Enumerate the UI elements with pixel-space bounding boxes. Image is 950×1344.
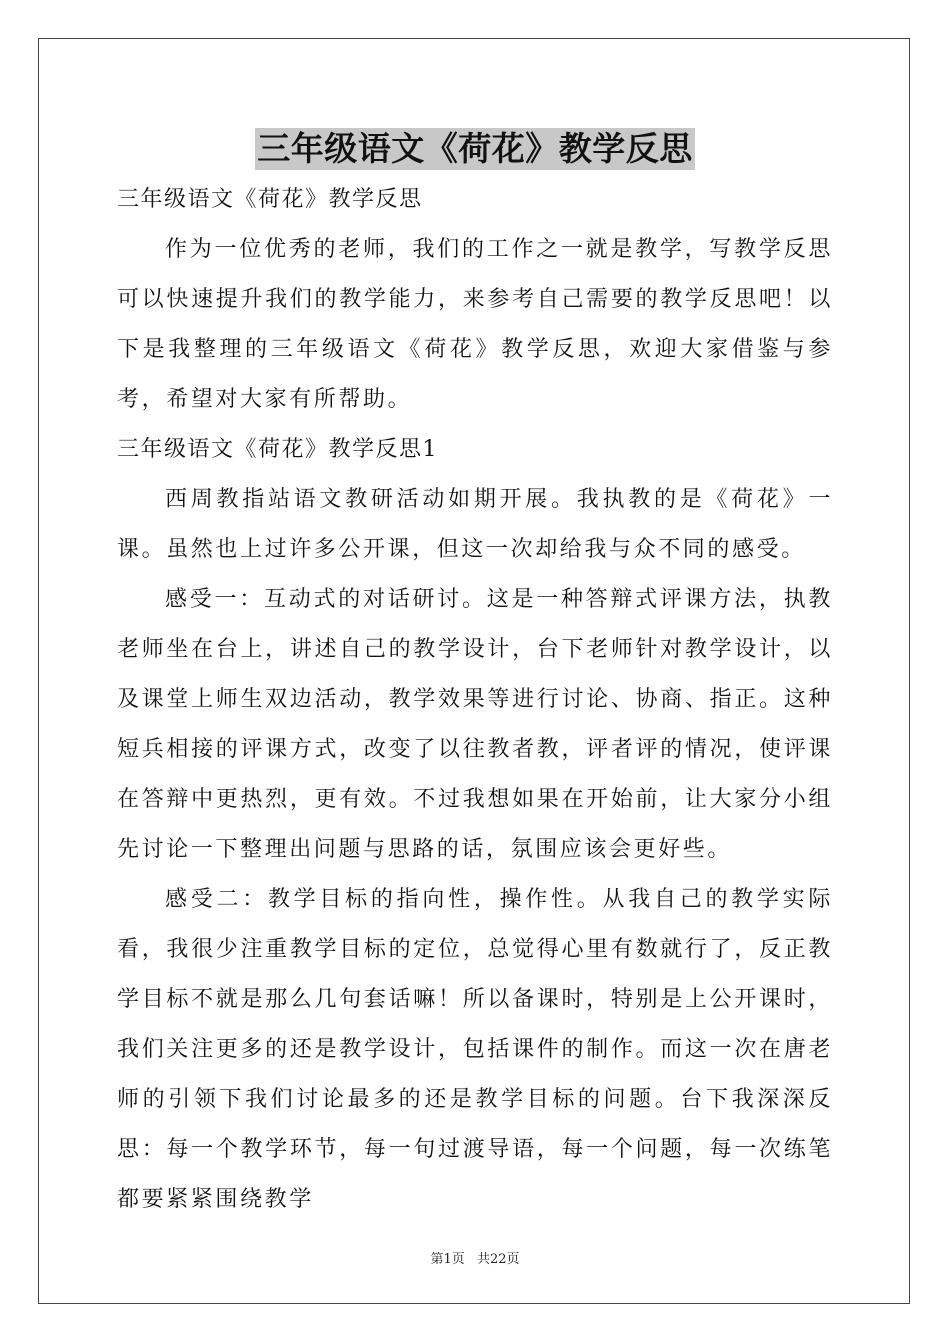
intro-paragraph: 作为一位优秀的老师，我们的工作之一就是教学，写教学反思可以快速提升我们的教学能力，来参考自己需要的教学反思吧！以下是我整理的三年级语文《荷花》教学反思，欢迎大家借鉴与参考，希望对大家有所帮助。 <box>117 237 833 412</box>
body-paragraph: 感受二：教学目标的指向性，操作性。从我自己的教学实际看，我很少注重教学目标的定位，总觉得心里有数就行了，反正教学目标不就是那么几句套话嘛！所以备课时，特别是上公开课时，我们关注更多的还是教学设计，包括课件的制作。而这一次在唐老师的引领下我们讨论最多的还是教学目标的问题。台下我深深反思：每一个教学环节，每一句过渡导语，每一个问题，每一次练笔都要紧紧围绕教学 <box>117 887 833 1212</box>
document-body <box>117 175 833 1225</box>
page-number: 第1页 <box>430 1252 465 1267</box>
body-paragraph: 西周教指站语文教研活动如期开展。我执教的是《荷花》一课。虽然也上过许多公开课，但这一次却给我与众不同的感受。 <box>117 487 833 562</box>
document-title: 三年级语文《荷花》教学反思 <box>257 129 693 168</box>
page-footer <box>0 1248 950 1267</box>
document-subtitle: 三年级语文《荷花》教学反思 <box>117 187 423 212</box>
body-paragraph: 感受一：互动式的对话研讨。这是一种答辩式评课方法，执教老师坐在台上，讲述自己的教学设计，台下老师针对教学设计，以及课堂上师生双边活动，教学效果等进行讨论、协商、指正。这种短兵相接的评课方式，改变了以往教者教，评者评的情况，使评课在答辩中更热烈，更有效。不过我想如果在开始前，让大家分小组先讨论一下整理出问题与思路的话，氛围应该会更好些。 <box>117 587 833 862</box>
section-heading: 三年级语文《荷花》教学反思1 <box>117 437 438 462</box>
title-container <box>0 128 950 170</box>
page-count: 共22页 <box>476 1252 520 1267</box>
